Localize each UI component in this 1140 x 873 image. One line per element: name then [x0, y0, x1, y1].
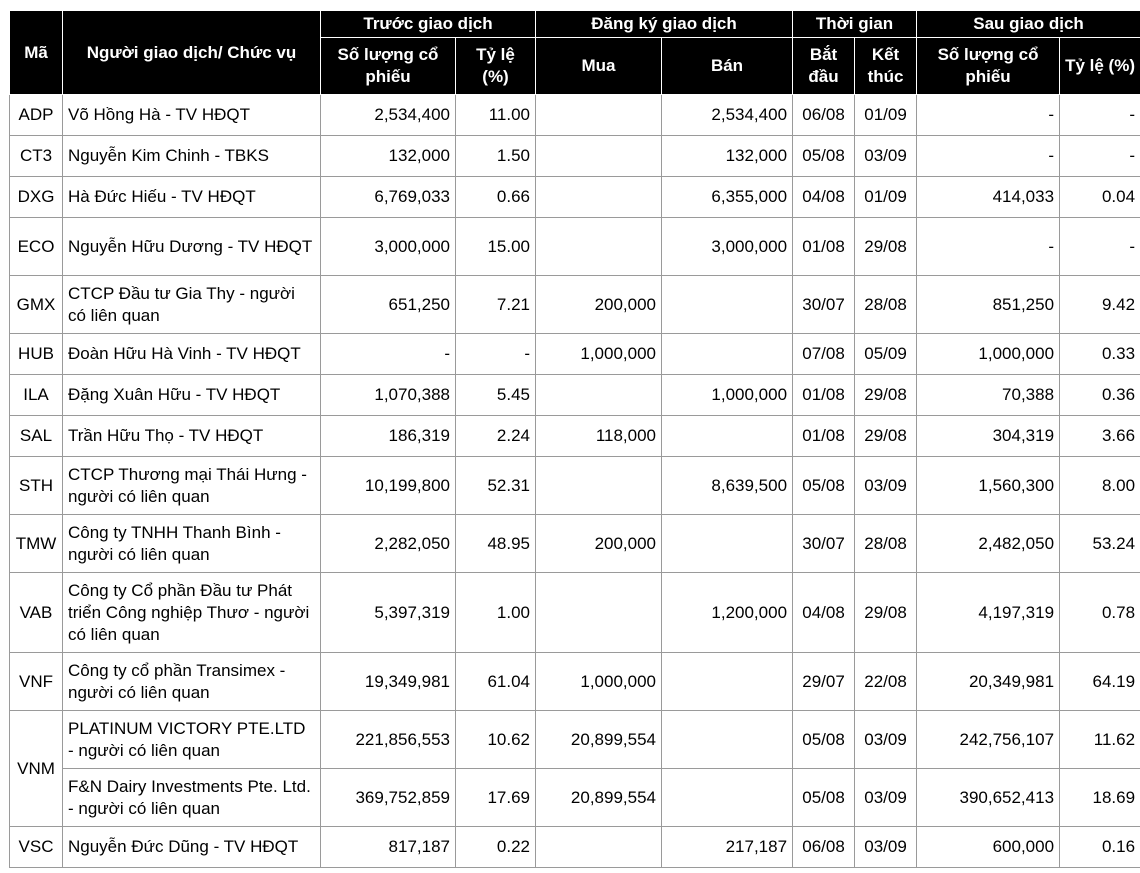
cell-before-pct: 11.00	[456, 95, 536, 136]
cell-start: 30/07	[793, 276, 855, 334]
cell-person: CTCP Thương mại Thái Hưng - người có liên quan	[63, 457, 321, 515]
cell-sell: 6,355,000	[662, 177, 793, 218]
cell-start: 04/08	[793, 573, 855, 653]
cell-end: 29/08	[855, 573, 917, 653]
cell-start: 01/08	[793, 416, 855, 457]
cell-end: 03/09	[855, 827, 917, 868]
cell-code: STH	[10, 457, 63, 515]
cell-buy	[536, 218, 662, 276]
cell-sell: 1,200,000	[662, 573, 793, 653]
cell-before-pct: -	[456, 334, 536, 375]
cell-person: Đặng Xuân Hữu - TV HĐQT	[63, 375, 321, 416]
header-start: Bắt đầu	[793, 38, 855, 95]
header-after-pct: Tỷ lệ (%)	[1060, 38, 1140, 95]
cell-before-qty: 1,070,388	[321, 375, 456, 416]
table-body	[10, 95, 1140, 868]
cell-buy	[536, 95, 662, 136]
table-row	[10, 136, 1140, 177]
table-row	[10, 457, 1140, 515]
cell-before-pct: 0.66	[456, 177, 536, 218]
cell-before-qty: -	[321, 334, 456, 375]
cell-start: 06/08	[793, 827, 855, 868]
cell-start: 07/08	[793, 334, 855, 375]
cell-after-qty: 20,349,981	[917, 653, 1060, 711]
cell-sell	[662, 276, 793, 334]
cell-buy: 200,000	[536, 276, 662, 334]
cell-person: Nguyễn Kim Chinh - TBKS	[63, 136, 321, 177]
cell-after-qty: 304,319	[917, 416, 1060, 457]
cell-end: 01/09	[855, 177, 917, 218]
cell-person: PLATINUM VICTORY PTE.LTD - người có liên quan	[63, 711, 321, 769]
cell-end: 29/08	[855, 375, 917, 416]
table-row	[10, 711, 1140, 769]
cell-code: CT3	[10, 136, 63, 177]
cell-person: Nguyễn Hữu Dương - TV HĐQT	[63, 218, 321, 276]
cell-person: Công ty Cổ phần Đầu tư Phát triển Công nghiệp Thươ - người có liên quan	[63, 573, 321, 653]
cell-buy	[536, 457, 662, 515]
cell-code: HUB	[10, 334, 63, 375]
cell-code: VNM	[10, 711, 63, 827]
cell-before-qty: 651,250	[321, 276, 456, 334]
table-row	[10, 375, 1140, 416]
cell-person: F&N Dairy Investments Pte. Ltd. - người có liên quan	[63, 769, 321, 827]
cell-before-qty: 132,000	[321, 136, 456, 177]
cell-buy	[536, 375, 662, 416]
header-after: Sau giao dịch	[917, 11, 1140, 38]
cell-before-qty: 186,319	[321, 416, 456, 457]
cell-code: VAB	[10, 573, 63, 653]
cell-after-qty: -	[917, 218, 1060, 276]
header-after-qty: Số lượng cổ phiếu	[917, 38, 1060, 95]
insider-transactions-table	[9, 10, 1140, 868]
table-row	[10, 334, 1140, 375]
header-before-pct: Tỷ lệ (%)	[456, 38, 536, 95]
cell-code: ADP	[10, 95, 63, 136]
header-time: Thời gian	[793, 11, 917, 38]
cell-before-pct: 52.31	[456, 457, 536, 515]
cell-after-pct: 0.16	[1060, 827, 1140, 868]
cell-after-qty: -	[917, 95, 1060, 136]
cell-code: ILA	[10, 375, 63, 416]
cell-after-qty: -	[917, 136, 1060, 177]
cell-buy: 20,899,554	[536, 711, 662, 769]
table-row	[10, 218, 1140, 276]
cell-start: 04/08	[793, 177, 855, 218]
cell-after-pct: 0.04	[1060, 177, 1140, 218]
cell-buy: 200,000	[536, 515, 662, 573]
cell-code: VNF	[10, 653, 63, 711]
cell-code: SAL	[10, 416, 63, 457]
cell-sell	[662, 416, 793, 457]
cell-sell: 8,639,500	[662, 457, 793, 515]
cell-code: GMX	[10, 276, 63, 334]
table-row	[10, 416, 1140, 457]
cell-sell: 217,187	[662, 827, 793, 868]
table-row	[10, 95, 1140, 136]
cell-start: 30/07	[793, 515, 855, 573]
cell-before-qty: 19,349,981	[321, 653, 456, 711]
cell-after-pct: 18.69	[1060, 769, 1140, 827]
table-row	[10, 827, 1140, 868]
cell-buy: 1,000,000	[536, 334, 662, 375]
cell-before-qty: 6,769,033	[321, 177, 456, 218]
cell-before-qty: 2,282,050	[321, 515, 456, 573]
cell-before-pct: 48.95	[456, 515, 536, 573]
cell-code: VSC	[10, 827, 63, 868]
cell-person: CTCP Đầu tư Gia Thy - người có liên quan	[63, 276, 321, 334]
cell-end: 28/08	[855, 515, 917, 573]
cell-after-pct: -	[1060, 218, 1140, 276]
cell-end: 03/09	[855, 711, 917, 769]
cell-after-pct: -	[1060, 95, 1140, 136]
cell-sell: 132,000	[662, 136, 793, 177]
cell-end: 01/09	[855, 95, 917, 136]
cell-code: DXG	[10, 177, 63, 218]
cell-before-qty: 221,856,553	[321, 711, 456, 769]
cell-after-qty: 2,482,050	[917, 515, 1060, 573]
cell-sell	[662, 653, 793, 711]
cell-sell: 1,000,000	[662, 375, 793, 416]
cell-end: 22/08	[855, 653, 917, 711]
cell-sell	[662, 769, 793, 827]
cell-buy	[536, 177, 662, 218]
cell-sell	[662, 711, 793, 769]
cell-buy	[536, 136, 662, 177]
cell-before-pct: 61.04	[456, 653, 536, 711]
cell-after-pct: 0.78	[1060, 573, 1140, 653]
table-row	[10, 573, 1140, 653]
cell-after-qty: 414,033	[917, 177, 1060, 218]
cell-after-pct: 64.19	[1060, 653, 1140, 711]
cell-after-qty: 851,250	[917, 276, 1060, 334]
cell-start: 01/08	[793, 375, 855, 416]
header-person: Người giao dịch/ Chức vụ	[63, 11, 321, 95]
cell-after-pct: 11.62	[1060, 711, 1140, 769]
cell-before-qty: 10,199,800	[321, 457, 456, 515]
cell-code: TMW	[10, 515, 63, 573]
header-sell: Bán	[662, 38, 793, 95]
cell-before-pct: 5.45	[456, 375, 536, 416]
cell-end: 28/08	[855, 276, 917, 334]
cell-sell: 3,000,000	[662, 218, 793, 276]
cell-after-qty: 1,560,300	[917, 457, 1060, 515]
cell-after-qty: 1,000,000	[917, 334, 1060, 375]
table-row	[10, 653, 1140, 711]
header-row-groups	[10, 11, 1140, 38]
cell-before-qty: 5,397,319	[321, 573, 456, 653]
header-register: Đăng ký giao dịch	[536, 11, 793, 38]
table-row	[10, 769, 1140, 827]
cell-buy	[536, 573, 662, 653]
cell-start: 01/08	[793, 218, 855, 276]
cell-after-qty: 70,388	[917, 375, 1060, 416]
cell-person: Công ty cổ phần Transimex - người có liên quan	[63, 653, 321, 711]
header-end: Kết thúc	[855, 38, 917, 95]
cell-after-pct: 0.36	[1060, 375, 1140, 416]
cell-end: 29/08	[855, 218, 917, 276]
header-buy: Mua	[536, 38, 662, 95]
cell-before-qty: 3,000,000	[321, 218, 456, 276]
cell-end: 03/09	[855, 457, 917, 515]
header-before-qty: Số lượng cổ phiếu	[321, 38, 456, 95]
cell-before-pct: 0.22	[456, 827, 536, 868]
cell-person: Võ Hồng Hà - TV HĐQT	[63, 95, 321, 136]
cell-sell	[662, 334, 793, 375]
cell-start: 29/07	[793, 653, 855, 711]
cell-before-qty: 369,752,859	[321, 769, 456, 827]
cell-before-qty: 817,187	[321, 827, 456, 868]
cell-person: Nguyễn Đức Dũng - TV HĐQT	[63, 827, 321, 868]
cell-person: Hà Đức Hiếu - TV HĐQT	[63, 177, 321, 218]
cell-after-pct: 0.33	[1060, 334, 1140, 375]
cell-after-qty: 242,756,107	[917, 711, 1060, 769]
cell-end: 29/08	[855, 416, 917, 457]
cell-sell	[662, 515, 793, 573]
cell-buy	[536, 827, 662, 868]
cell-start: 05/08	[793, 136, 855, 177]
cell-after-pct: 3.66	[1060, 416, 1140, 457]
cell-code: ECO	[10, 218, 63, 276]
cell-before-pct: 17.69	[456, 769, 536, 827]
cell-person: Đoàn Hữu Hà Vinh - TV HĐQT	[63, 334, 321, 375]
cell-end: 05/09	[855, 334, 917, 375]
cell-before-pct: 2.24	[456, 416, 536, 457]
cell-buy: 1,000,000	[536, 653, 662, 711]
cell-after-qty: 390,652,413	[917, 769, 1060, 827]
cell-sell: 2,534,400	[662, 95, 793, 136]
cell-before-pct: 15.00	[456, 218, 536, 276]
cell-before-qty: 2,534,400	[321, 95, 456, 136]
header-before: Trước giao dịch	[321, 11, 536, 38]
cell-after-qty: 4,197,319	[917, 573, 1060, 653]
cell-buy: 20,899,554	[536, 769, 662, 827]
cell-end: 03/09	[855, 136, 917, 177]
cell-after-pct: 9.42	[1060, 276, 1140, 334]
table-row	[10, 177, 1140, 218]
cell-after-pct: 53.24	[1060, 515, 1140, 573]
cell-after-qty: 600,000	[917, 827, 1060, 868]
cell-start: 06/08	[793, 95, 855, 136]
table-row	[10, 276, 1140, 334]
cell-before-pct: 7.21	[456, 276, 536, 334]
cell-person: Công ty TNHH Thanh Bình - người có liên quan	[63, 515, 321, 573]
cell-start: 05/08	[793, 711, 855, 769]
cell-after-pct: -	[1060, 136, 1140, 177]
cell-buy: 118,000	[536, 416, 662, 457]
cell-after-pct: 8.00	[1060, 457, 1140, 515]
cell-before-pct: 10.62	[456, 711, 536, 769]
table-row	[10, 515, 1140, 573]
cell-before-pct: 1.00	[456, 573, 536, 653]
cell-end: 03/09	[855, 769, 917, 827]
cell-before-pct: 1.50	[456, 136, 536, 177]
cell-start: 05/08	[793, 769, 855, 827]
cell-person: Trần Hữu Thọ - TV HĐQT	[63, 416, 321, 457]
cell-start: 05/08	[793, 457, 855, 515]
header-code: Mã	[10, 11, 63, 95]
